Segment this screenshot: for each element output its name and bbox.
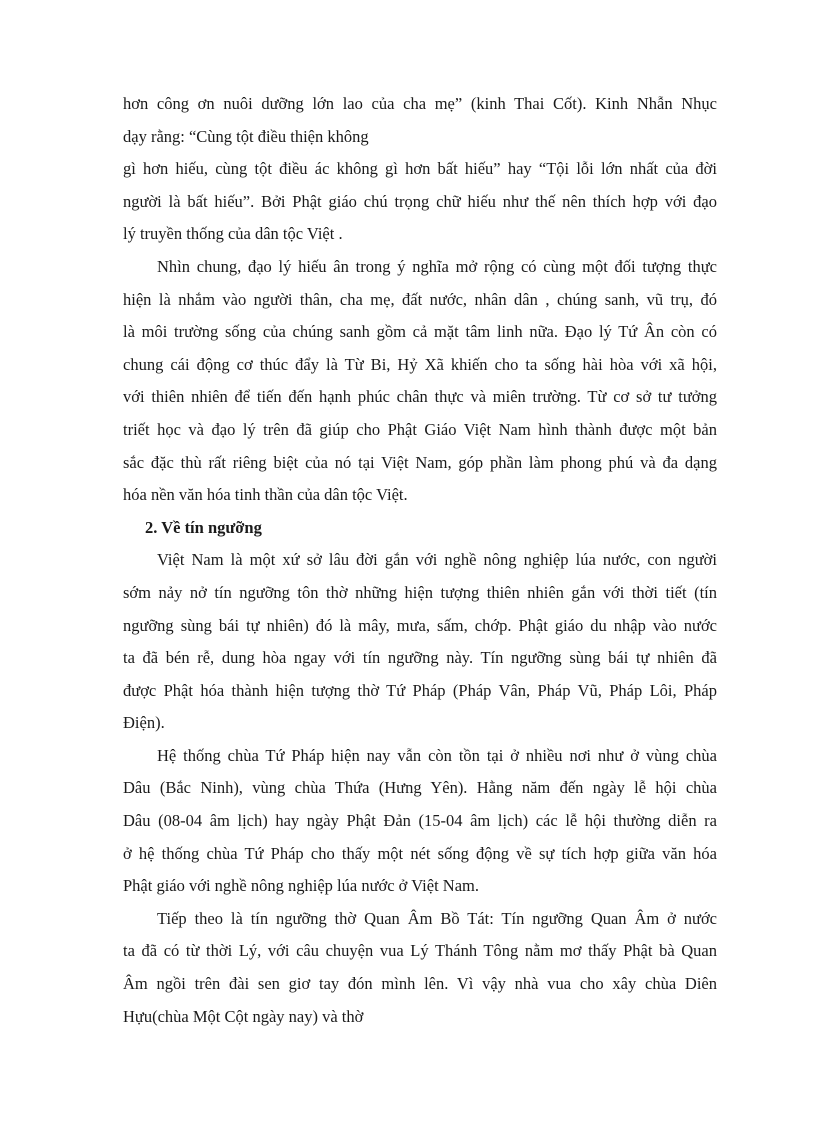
paragraph-quan-am bbox=[123, 903, 717, 1033]
text-line: dạy rằng: “Cùng tột điều thiện không bbox=[123, 126, 369, 146]
text-line: ta đã có từ thời Lý, với câu chuyện vua Lý Thánh Tông nằm mơ thấy Phật bà Quan bbox=[123, 941, 717, 961]
text-line: ta đã bén rễ, dung hòa ngay với tín ngưỡng này. Tín ngưỡng sùng bái tự nhiên đã bbox=[123, 648, 717, 668]
paragraph-four-graces bbox=[123, 251, 717, 512]
section-heading: 2. Về tín ngưỡng bbox=[145, 517, 262, 537]
text-line: Phật giáo với nghề nông nghiệp lúa nước ở Việt Nam. bbox=[123, 876, 479, 896]
text-line: hiện là nhắm vào người thân, cha mẹ, đất nước, nhân dân , chúng sanh, vũ trụ, đó bbox=[123, 289, 717, 309]
text-line: gì hơn hiếu, cùng tột điều ác không gì hơn bất hiếu” hay “Tội lỗi lớn nhất của đời bbox=[123, 159, 717, 179]
text-line: Dâu (08-04 âm lịch) hay ngày Phật Đản (15-04 âm lịch) các lễ hội thường diễn ra bbox=[123, 811, 717, 831]
text-line: hơn công ơn nuôi dưỡng lớn lao của cha mẹ” (kinh Thai Cốt). Kinh Nhẫn Nhục bbox=[123, 94, 717, 113]
text-line: với thiên nhiên để tiến đến hạnh phúc chân thực và miên trường. Từ cơ sở tư tưởng bbox=[123, 387, 717, 407]
text-line: Điện). bbox=[123, 713, 165, 733]
text-line: ngưỡng sùng bái tự nhiên) đó là mây, mưa, sấm, chớp. Phật giáo du nhập vào nước bbox=[123, 615, 717, 635]
text-line: lý truyền thống của dân tộc Việt . bbox=[123, 224, 343, 244]
text-line: triết học và đạo lý trên đã giúp cho Phật Giáo Việt Nam hình thành được một bản bbox=[123, 419, 717, 439]
text-line: Dâu (Bắc Ninh), vùng chùa Thứa (Hưng Yên). Hằng năm đến ngày lễ hội chùa bbox=[123, 778, 717, 798]
text-line: người là bất hiếu”. Bởi Phật giáo chú trọng chữ hiếu như thế nên thích hợp với đạo bbox=[123, 191, 717, 211]
text-line: hóa nền văn hóa tinh thần của dân tộc Việt. bbox=[123, 485, 408, 505]
text-line: chung cái động cơ thúc đẩy là Từ Bi, Hỷ Xã khiến cho ta sống hài hòa với xã hội, bbox=[123, 354, 717, 374]
text-line: Âm ngồi trên đài sen giơ tay đón mình lên. Vì vậy nhà vua cho xây chùa Diên bbox=[123, 974, 717, 994]
text-line: Việt Nam là một xứ sở lâu đời gắn với nghề nông nghiệp lúa nước, con người bbox=[157, 550, 717, 570]
text-line: là môi trường sống của chúng sanh gồm cả mặt tâm linh nữa. Đạo lý Tứ Ân còn có bbox=[123, 322, 717, 342]
text-line: sớm nảy nở tín ngưỡng tôn thờ những hiện tượng thiên nhiên gắn với thời tiết (tín bbox=[123, 582, 717, 602]
paragraph-tu-phap-temples bbox=[123, 740, 717, 903]
text-line: Hựu(chùa Một Cột ngày nay) và thờ bbox=[123, 1006, 364, 1026]
text-line: sắc đặc thù rất riêng biệt của nó tại Việt Nam, góp phần làm phong phú và đa dạng bbox=[123, 452, 717, 472]
text-line: được Phật hóa thành hiện tượng thờ Tứ Pháp (Pháp Vân, Pháp Vũ, Pháp Lôi, Pháp bbox=[123, 680, 717, 700]
text-line: Tiếp theo là tín ngưỡng thờ Quan Âm Bồ Tát: Tín ngưỡng Quan Âm ở nước bbox=[157, 908, 717, 928]
paragraph-nature-worship bbox=[123, 544, 717, 740]
text-line: ở hệ thống chùa Tứ Pháp cho thấy một nét sống động về sự tích hợp giữa văn hóa bbox=[123, 843, 717, 863]
text-line: Nhìn chung, đạo lý hiếu ân trong ý nghĩa mở rộng có cùng một đối tượng thực bbox=[157, 256, 717, 276]
paragraph-filial-piety-continued bbox=[123, 88, 717, 251]
text-line: Hệ thống chùa Tứ Pháp hiện nay vẫn còn tồn tại ở nhiều nơi như ở vùng chùa bbox=[157, 745, 717, 765]
document-page bbox=[123, 88, 717, 1033]
